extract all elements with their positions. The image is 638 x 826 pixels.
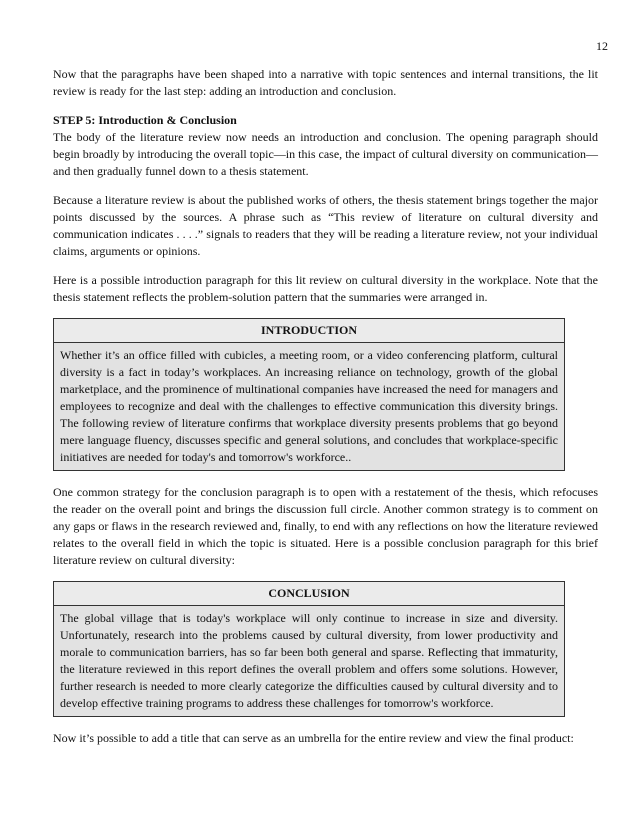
introduction-box [53, 318, 565, 471]
conclusion-box-body [54, 606, 564, 716]
intro-paragraph: Now that the paragraphs have been shaped into a narrative with topic sentences and internal transitions, the lit review is ready for the last step: adding an introduction and conclusion. [53, 67, 598, 98]
page-number: 12 [596, 39, 608, 53]
introduction-box-body [54, 343, 564, 470]
step-section [53, 112, 598, 180]
final-paragraph: Now it’s possible to add a title that can serve as an umbrella for the entire review and view the final product: [53, 731, 574, 745]
conclusion-box-title: CONCLUSION [54, 582, 564, 606]
step-body: The body of the literature review now needs an introduction and conclusion. The opening paragraph should begin broadly by introducing the overall topic—in this case, the impact of cultural diversity on communication—and then gradually funnel down to a thesis statement. [53, 130, 598, 178]
document-body [53, 66, 598, 759]
here-paragraph: Here is a possible introduction paragraph for this lit review on cultural diversity in the workplace. Note that the thesis statement reflects the problem-solution pattern that the summaries were arranged in. [53, 273, 598, 304]
strategy-paragraph: One common strategy for the conclusion paragraph is to open with a restatement of the thesis, which refocuses the reader on the overall point and brings the discussion full circle. Another common strategy is to comment on any gaps or flaws in the research reviewed and, finally, to end with any reflections on how the literature reviewed relates to the overall field in which the topic is situated. Here is a possible conclusion paragraph for this brief literature review on cultural diversity: [53, 485, 598, 567]
because-paragraph: Because a literature review is about the published works of others, the thesis statement brings together the major points discussed by the sources. A phrase such as “This review of literature on cultural diversity and communication indicates . . . .” signals to readers that they will be reading a literature review, not your individual claims, arguments or opinions. [53, 193, 598, 258]
step-heading: STEP 5: Introduction & Conclusion [53, 113, 237, 127]
introduction-box-text: Whether it’s an office filled with cubicles, a meeting room, or a video conferencing platform, cultural diversity is a fact in today’s workplaces. An increasing reliance on technology, growth of the global marketplace, and the prominence of multinational companies have increased the need for managers and employees to recognize and deal with the challenges to effective communication this diversity brings. The following review of literature confirms that workplace diversity presents problems that go beyond mere language fluency, discusses specific and general solutions, and concludes that workplace-specific initiatives are needed for today's and tomorrow's workforce.. [60, 348, 558, 464]
conclusion-box-text: The global village that is today's workplace will only continue to increase in size and diversity. Unfortunately, research into the problems caused by cultural diversity, from lower productivity and morale to communication barriers, has so far been both general and sparse. Reflecting that immaturity, the literature reviewed in this report defines the overall problem and offers some solutions. However, further research is needed to more clearly categorize the difficulties caused by cultural diversity and to develop effective training programs to address these challenges for tomorrow's workforce. [60, 611, 558, 710]
conclusion-box [53, 581, 565, 717]
introduction-box-title: INTRODUCTION [54, 319, 564, 343]
